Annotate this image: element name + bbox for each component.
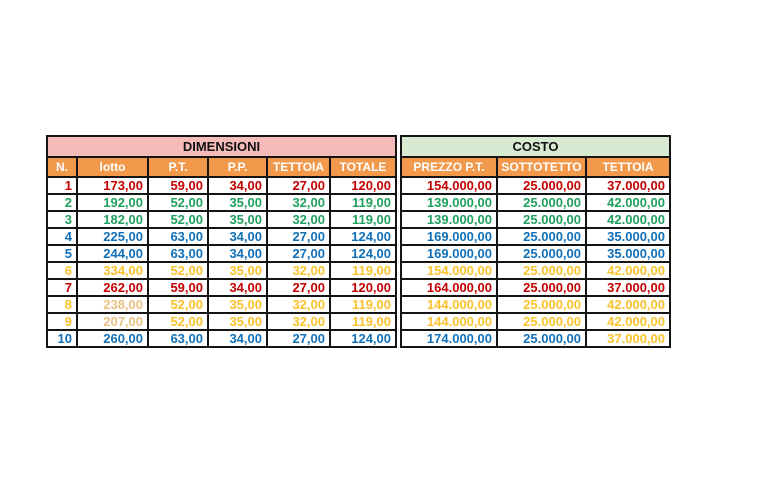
column-header-tettoia: TETTOIA <box>267 157 330 177</box>
table-cell: 169.000,00 <box>401 228 497 245</box>
table-cell: 63,00 <box>148 245 208 262</box>
table-row <box>401 245 670 262</box>
table-cell: 32,00 <box>267 296 330 313</box>
table-cell: 144.000,00 <box>401 313 497 330</box>
table-cell: 119,00 <box>330 211 396 228</box>
table-cell: 35,00 <box>208 296 267 313</box>
table-cell: 262,00 <box>77 279 148 296</box>
table-cell: 27,00 <box>267 330 330 347</box>
table-cell: 52,00 <box>148 313 208 330</box>
group-header-dimensioni: DIMENSIONI <box>47 136 396 157</box>
table-row <box>47 279 396 296</box>
column-header-lotto: lotto <box>77 157 148 177</box>
table-cell: 207,00 <box>77 313 148 330</box>
table-row <box>401 194 670 211</box>
table-cell: 32,00 <box>267 194 330 211</box>
table-row <box>47 262 396 279</box>
table-cell: 144.000,00 <box>401 296 497 313</box>
row-number-cell: 2 <box>47 194 77 211</box>
table-cell: 25.000,00 <box>497 211 586 228</box>
table-cell: 52,00 <box>148 194 208 211</box>
table-cell: 154.000,00 <box>401 262 497 279</box>
table-cell: 124,00 <box>330 245 396 262</box>
table-row <box>401 177 670 194</box>
table-cell: 34,00 <box>208 228 267 245</box>
table-cell: 120,00 <box>330 177 396 194</box>
table-cell: 27,00 <box>267 245 330 262</box>
table-cell: 63,00 <box>148 228 208 245</box>
table-cell: 25.000,00 <box>497 194 586 211</box>
table-cell: 34,00 <box>208 245 267 262</box>
table-cell: 59,00 <box>148 279 208 296</box>
table-cell: 192,00 <box>77 194 148 211</box>
table-row <box>47 296 396 313</box>
table-cell: 244,00 <box>77 245 148 262</box>
table-cell: 119,00 <box>330 296 396 313</box>
table-row <box>401 211 670 228</box>
column-header-sottotetto: SOTTOTETTO <box>497 157 586 177</box>
row-number-cell: 5 <box>47 245 77 262</box>
table-cell: 25.000,00 <box>497 296 586 313</box>
row-number-cell: 9 <box>47 313 77 330</box>
table-cell: 42.000,00 <box>586 194 670 211</box>
table-cell: 35,00 <box>208 194 267 211</box>
table-cell: 25.000,00 <box>497 279 586 296</box>
group-header-row <box>47 136 396 157</box>
table-cell: 52,00 <box>148 296 208 313</box>
table-cell: 63,00 <box>148 330 208 347</box>
table-cell: 260,00 <box>77 330 148 347</box>
table-cell: 120,00 <box>330 279 396 296</box>
table-row <box>47 194 396 211</box>
column-header-pp: P.P. <box>208 157 267 177</box>
table-cell: 42.000,00 <box>586 296 670 313</box>
table-cell: 25.000,00 <box>497 313 586 330</box>
table-cell: 174.000,00 <box>401 330 497 347</box>
row-number-cell: 10 <box>47 330 77 347</box>
table-cell: 27,00 <box>267 279 330 296</box>
table-cell: 34,00 <box>208 279 267 296</box>
row-number-cell: 6 <box>47 262 77 279</box>
table-cell: 25.000,00 <box>497 245 586 262</box>
table-cell: 124,00 <box>330 330 396 347</box>
row-number-cell: 4 <box>47 228 77 245</box>
table-cell: 35.000,00 <box>586 245 670 262</box>
table-cell: 35.000,00 <box>586 228 670 245</box>
row-number-cell: 3 <box>47 211 77 228</box>
table-row <box>47 228 396 245</box>
row-number-cell: 7 <box>47 279 77 296</box>
table-cell: 173,00 <box>77 177 148 194</box>
table-row <box>401 228 670 245</box>
table-cell: 37.000,00 <box>586 279 670 296</box>
row-number-cell: 1 <box>47 177 77 194</box>
dimensioni-body <box>47 177 396 347</box>
table-cell: 42.000,00 <box>586 262 670 279</box>
column-header-pt: P.T. <box>148 157 208 177</box>
table-cell: 124,00 <box>330 228 396 245</box>
table-row <box>47 211 396 228</box>
table-cell: 182,00 <box>77 211 148 228</box>
column-header-prezzo-pt: PREZZO P.T. <box>401 157 497 177</box>
table-cell: 119,00 <box>330 194 396 211</box>
table-cell: 52,00 <box>148 211 208 228</box>
column-header-totale: TOTALE <box>330 157 396 177</box>
table-cell: 25.000,00 <box>497 228 586 245</box>
table-cell: 42.000,00 <box>586 313 670 330</box>
table-row <box>401 313 670 330</box>
spreadsheet-table <box>46 135 671 348</box>
table-cell: 32,00 <box>267 262 330 279</box>
table-cell: 238,00 <box>77 296 148 313</box>
table-cell: 27,00 <box>267 177 330 194</box>
table-row <box>401 330 670 347</box>
table-cell: 37.000,00 <box>586 177 670 194</box>
table-row <box>401 296 670 313</box>
table-cell: 59,00 <box>148 177 208 194</box>
group-header-row <box>401 136 670 157</box>
column-header-row <box>401 157 670 177</box>
costo-body <box>401 177 670 347</box>
table-row <box>47 177 396 194</box>
table-cell: 119,00 <box>330 313 396 330</box>
column-header-tettoia-cost: TETTOIA <box>586 157 670 177</box>
table-row <box>47 330 396 347</box>
table-cell: 52,00 <box>148 262 208 279</box>
dimensioni-table <box>46 135 397 348</box>
costo-table <box>400 135 671 348</box>
table-cell: 225,00 <box>77 228 148 245</box>
table-cell: 334,00 <box>77 262 148 279</box>
table-cell: 154.000,00 <box>401 177 497 194</box>
table-row <box>47 245 396 262</box>
table-cell: 32,00 <box>267 211 330 228</box>
table-cell: 42.000,00 <box>586 211 670 228</box>
column-header-row <box>47 157 396 177</box>
table-row <box>401 262 670 279</box>
table-cell: 37.000,00 <box>586 330 670 347</box>
table-cell: 25.000,00 <box>497 262 586 279</box>
table-row <box>401 279 670 296</box>
table-cell: 27,00 <box>267 228 330 245</box>
table-cell: 35,00 <box>208 262 267 279</box>
table-cell: 35,00 <box>208 211 267 228</box>
table-cell: 35,00 <box>208 313 267 330</box>
table-cell: 169.000,00 <box>401 245 497 262</box>
table-cell: 139.000,00 <box>401 194 497 211</box>
table-cell: 164.000,00 <box>401 279 497 296</box>
group-header-costo: COSTO <box>401 136 670 157</box>
table-cell: 139.000,00 <box>401 211 497 228</box>
table-cell: 25.000,00 <box>497 330 586 347</box>
table-cell: 119,00 <box>330 262 396 279</box>
table-cell: 34,00 <box>208 177 267 194</box>
table-cell: 34,00 <box>208 330 267 347</box>
column-header-n: N. <box>47 157 77 177</box>
table-row <box>47 313 396 330</box>
table-cell: 32,00 <box>267 313 330 330</box>
row-number-cell: 8 <box>47 296 77 313</box>
table-cell: 25.000,00 <box>497 177 586 194</box>
